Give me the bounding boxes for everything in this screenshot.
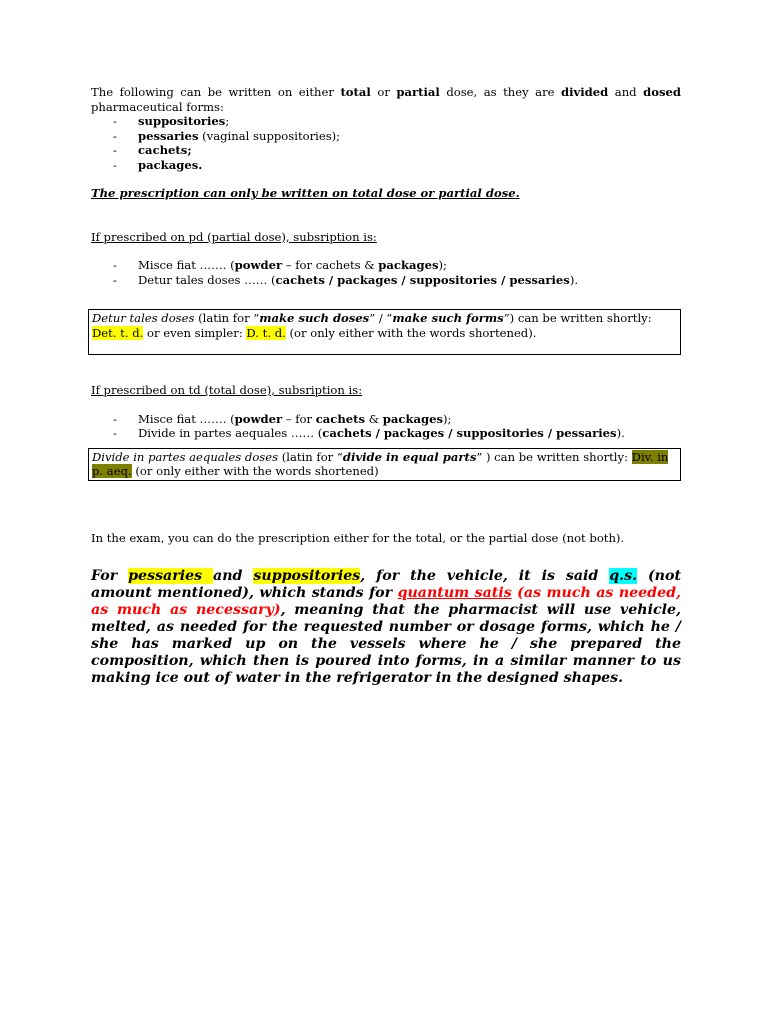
forms-list [91, 114, 681, 172]
vehicle-paragraph: For pessaries and suppositories, for the vehicle, it is said q.s. (not amount mentioned), which stands for quantum satis (as much as needed, as much as necessary), meaning that the pharmacist will use vehicle, melted, as needed for the requested number or dosage forms, which he / she has marked up on the vessels where he / she prepared the composition, which then is poured into forms, in a similar manner to us making ice out of water in the refrigerator in the designed shapes. [91, 568, 682, 686]
highlight-qs: q.s. [609, 568, 638, 584]
highlight-suppositories: suppositories [253, 568, 361, 584]
pd-heading: If prescribed on pd (partial dose), subsription is: [91, 229, 377, 244]
rule-statement: The prescription can only be written on total dose or partial dose. [91, 186, 520, 200]
highlight-det-t-d: Det. t. d. [92, 325, 144, 340]
list-item: - Misce fiat ……. (powder – for cachets & packages); [91, 258, 681, 273]
highlight-d-t-d: D. t. d. [246, 325, 286, 340]
list-item: - Divide in partes aequales …… (cachets / packages / suppositories / pessaries). [91, 426, 681, 441]
term-partial: partial [396, 85, 440, 99]
list-item: - packages. [91, 158, 681, 173]
list-item: - Misce fiat ……. (powder – for cachets & packages); [91, 412, 681, 427]
intro-paragraph: The following can be written on either total or partial dose, as they are divided and dosed pharmaceutical forms: [91, 85, 681, 114]
term-dosed: dosed [643, 85, 681, 99]
list-item: - cachets; [91, 143, 681, 158]
pd-list [91, 258, 681, 287]
note-box-dtd: Detur tales doses (latin for “make such doses” / “make such forms”) can be written shortly: Det. t. d. or even simpler: D. t. d. (or only either with the words shortened). [88, 309, 681, 355]
term-divided: divided [561, 85, 609, 99]
quantum-satis-term: quantum satis [397, 585, 512, 601]
td-heading: If prescribed on td (total dose), subsription is: [91, 383, 363, 397]
td-list [91, 412, 681, 441]
highlight-div-in-p-aeq: Div. in p. aeq. [92, 449, 669, 478]
list-item: - Detur tales doses …… (cachets / packages / suppositories / pessaries). [91, 273, 681, 288]
list-item: - suppositories; [91, 114, 681, 129]
note-box-div: Divide in partes aequales doses (latin for “divide in equal parts” ) can be written shortly: Div. in p. aeq. (or only either with the words shortened) [88, 448, 681, 481]
exam-note: In the exam, you can do the prescription either for the total, or the partial dose (not both). [91, 530, 625, 545]
term-total: total [340, 85, 371, 99]
list-item: - pessaries (vaginal suppositories); [91, 129, 681, 144]
document-page [91, 85, 681, 687]
highlight-pessaries: pessaries [128, 568, 214, 584]
